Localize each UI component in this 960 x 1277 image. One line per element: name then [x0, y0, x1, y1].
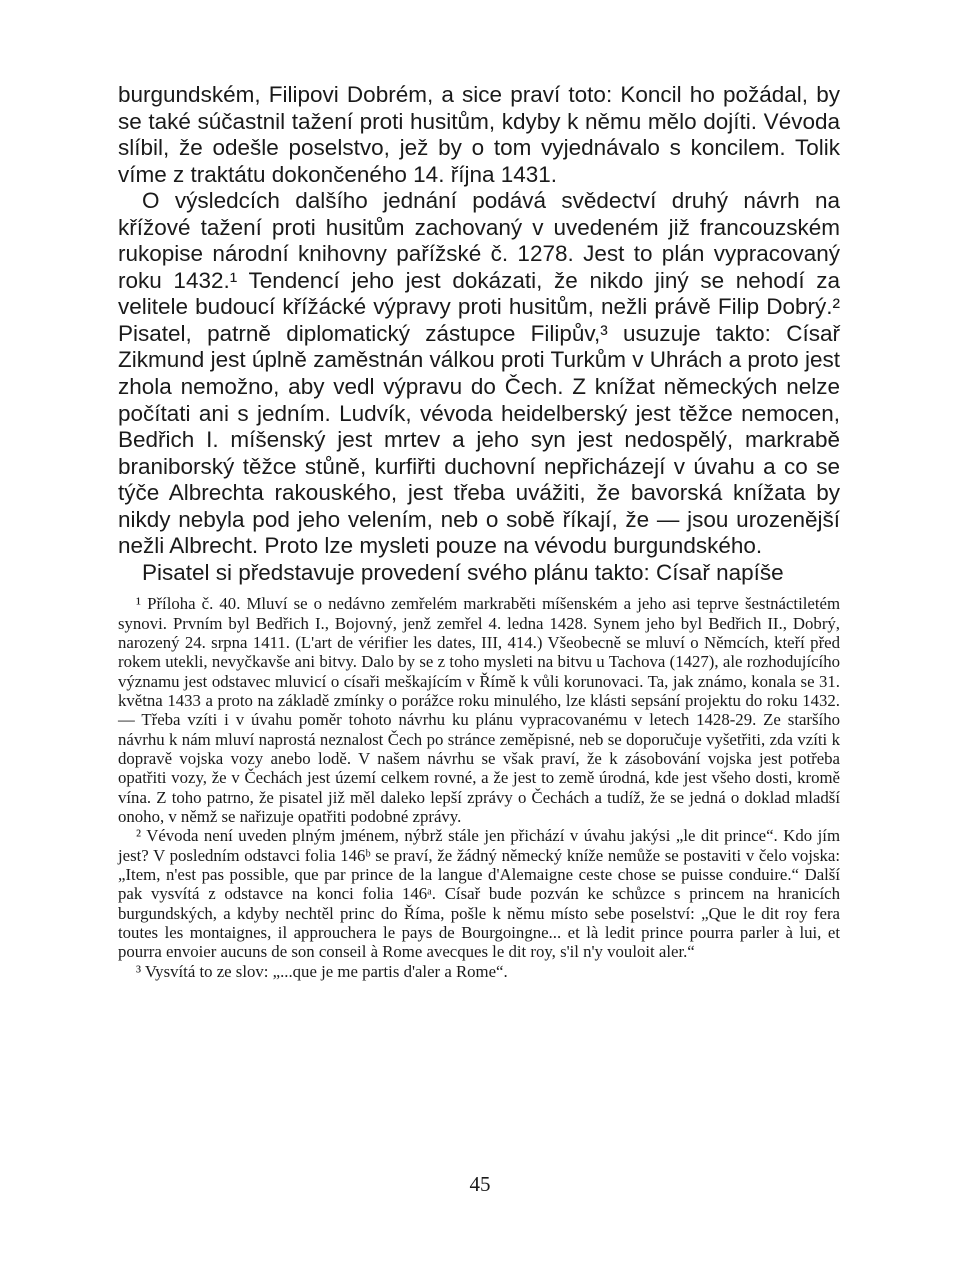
page [118, 82, 840, 981]
paragraph-2: O výsledcích dalšího jednání podává svědectví druhý návrh na křížové tažení proti husitům zachovaný v uvedeném již francouzském rukopise národní knihovny pařížské č. 1278. Jest to plán vypracovaný roku 1432.¹ Tendencí jeho jest dokázati, že nikdo jiný se nehodí za velitele budoucí křížácké výpravy proti husitům, nežli právě Filip Dobrý.² Pisatel, patrně diplomatický zástupce Filipův,³ usuzuje takto: Císař Zikmund jest úplně zaměstnán válkou proti Turkům v Uhrách a proto jest zhola nemožno, aby vedl výpravu do Čech. Z knížat německých nelze počítati ani s jedním. Ludvík, vévoda heidelberský jest těžce nemocen, Bedřich I. míšenský jest mrtev a jeho syn jest nedospělý, markrabě braniborský těžce stůně, kurfiřti duchovní nepřicházejí v úvahu a co se týče Albrechta rakouského, jest třeba uvážiti, že bavorská knížata by nikdy nebyla pod jeho velením, neb o sobě říkají, že — jsou urozenější nežli Albrecht. Proto lze mysleti pouze na vévodu burgundského. [118, 188, 840, 559]
footnote-3: ³ Vysvítá to ze slov: „...que je me partis d'aler a Rome“. [136, 961, 508, 981]
body-text [118, 82, 840, 586]
page-number: 45 [469, 1172, 491, 1196]
footnote-1: ¹ Příloha č. 40. Mluví se o nedávno zemřelém markraběti míšenském a jeho asi teprve šestnáctiletém synovi. Prvním byl Bedřich I., Bojovný, jenž zemřel 4. ledna 1428. Synem jeho byl Bedřich II., Dobrý, narozený 24. srpna 1411. (L'art de vérifier les dates, III, 414.) Všeobecně se mluví o Němcích, kteří před rokem utekli, nevyčkavše ani bitvy. Dalo by se z toho mysleti na bitvu u Tachova (1427), ale rozhodujícího významu jest odstavec mluvicí o císaři meškajícím v Římě k vůli korunovaci. Ta, jak známo, konala se 31. května 1433 a proto na základě zmínky o porážce roku minulého, lze klásti sepsání projektu do roku 1432. — Třeba vzíti i v úvahu poměr tohoto návrhu ku plánu vypracovanému v letech 1428-29. Ze staršího návrhu k nám mluví naprostá neznalost Čech po stránce zeměpisné, neb se doporučuje vyšetřiti, zda vzíti k dopravě vojska vozy anebo lodě. V našem návrhu se však praví, že k zásobování vojska jest potřeba opatřiti vozy, že v Čechách jest území celkem rovné, a že jest to země úrodná, kde jest všeho dosti, kromě vína. Z toho patrno, že pisatel již měl daleko lepší zprávy o Čechách a tudíž, že se jedná o doklad mladší onoho, v němž se nařizuje opatřiti podobné zprávy. [118, 594, 840, 826]
paragraph-3: Pisatel si představuje provedení svého plánu takto: Císař napíše [142, 559, 784, 585]
footnote-2: ² Vévoda není uveden plným jménem, nýbrž stále jen přichází v úvahu jakýsi „le dit prince“. Kdo jím jest? V posledním odstavci folia 146ᵇ se praví, že žádný německý kníže nemůže se postaviti v čelo vojska: „Item, n'est pas possible, que par prince de la langue d'Alemaigne ceste chose se puisse conduire.“ Další pak vysvítá z odstavce na konci folia 146ᵃ. Císař bude pozván ke schůzce s princem na hranicích burgundských, a kdyby nechtěl princ do Říma, pošle k němu místo sebe poselství: „Que le dit roy fera toutes les montaignes, il approuchera le pays de Bourgoingne... et là ledit prince pourra parler à lui, et pourra envoier aucuns de son conseil à Rome avecques le dit roy, s'il n'y vouloit aler.“ [118, 826, 840, 962]
paragraph-1: burgundském, Filipovi Dobrém, a sice praví toto: Koncil ho požádal, by se také súčastnil tažení proti husitům, kdyby k němu mělo dojíti. Vévoda slíbil, že odešle poselstvo, jež by o tom vyjednávalo s koncilem. Tolik víme z traktátu dokončeného 14. října 1431. [118, 82, 840, 187]
footnotes [118, 594, 840, 981]
